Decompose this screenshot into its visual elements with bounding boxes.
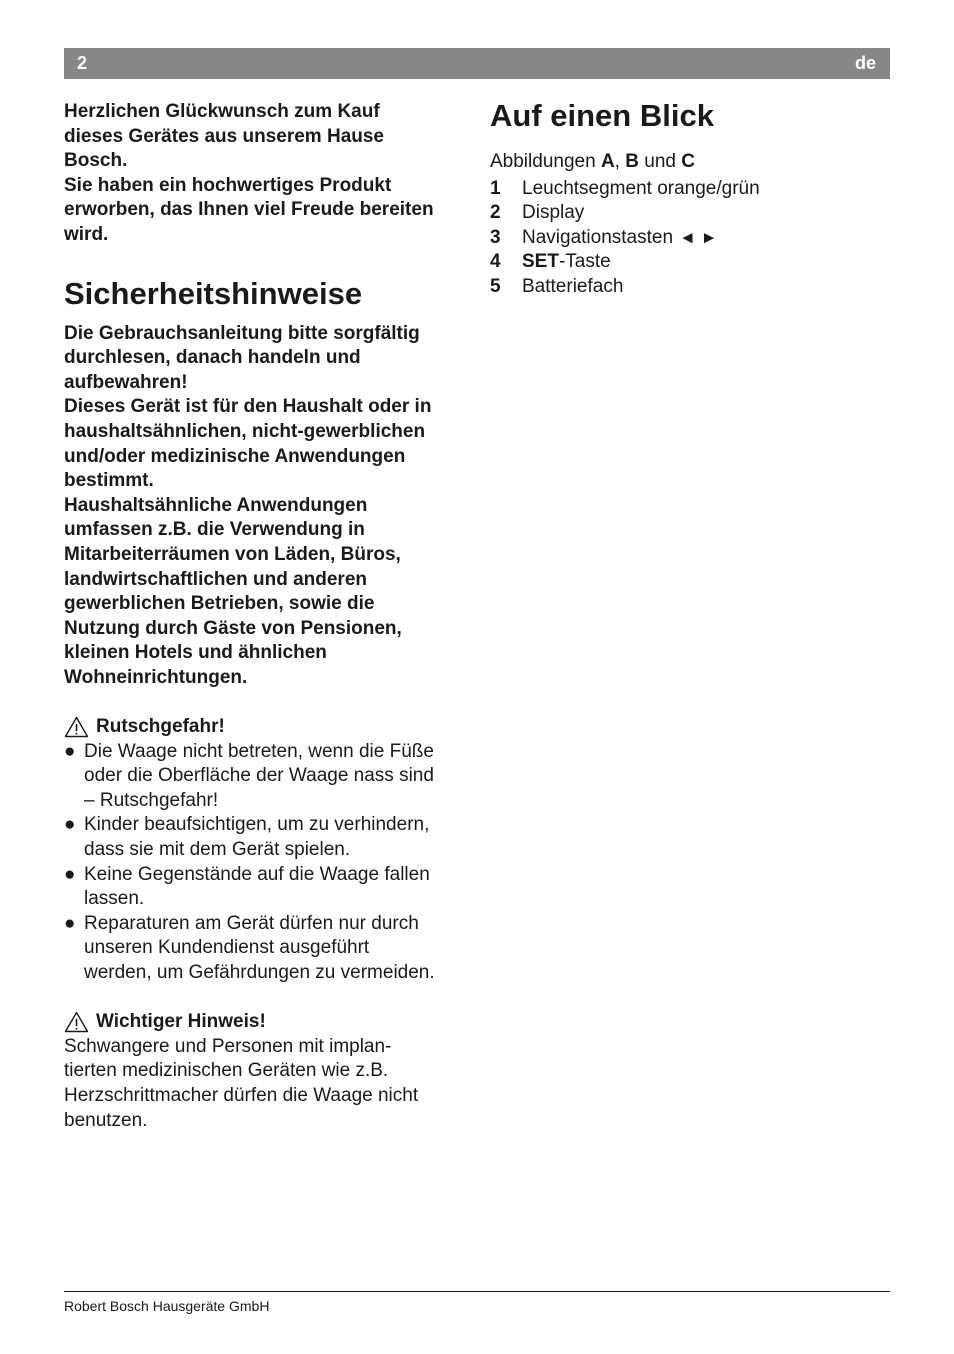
intro-line: erworben, das Ihnen viel Freude bereiten — [64, 199, 434, 221]
safety-line: Die Gebrauchsanleitung bitte sorgfältig — [64, 322, 420, 344]
overview-heading: Auf einen Blick — [490, 98, 714, 133]
list-item — [64, 740, 469, 814]
part-number: 4 — [490, 251, 501, 273]
intro-line: Herzlichen Glückwunsch zum Kauf — [64, 101, 380, 122]
part-item — [490, 275, 890, 300]
safety-line: Mitarbeiterräumen von Läden, Büros, — [64, 543, 401, 565]
part-label: Leuchtsegment orange/grün — [522, 177, 760, 199]
note-line: Herzschrittmacher dürfen die Waage nicht — [64, 1084, 419, 1106]
figure-c-label: C — [681, 151, 695, 172]
slip-warning-list — [64, 740, 469, 986]
bullet-icon: ● — [64, 740, 76, 762]
bullet-icon: ● — [64, 814, 76, 836]
warning-triangle-icon — [64, 1011, 89, 1033]
intro-line: Bosch. — [64, 150, 128, 172]
part-item — [490, 177, 890, 202]
safety-line: durchlesen, danach handeln und — [64, 347, 361, 369]
list-item — [64, 863, 469, 912]
list-item-line: dass sie mit dem Gerät spielen. — [84, 839, 351, 861]
figure-separator: , — [614, 151, 620, 172]
part-number: 1 — [490, 177, 501, 199]
note-line: benutzen. — [64, 1109, 148, 1131]
warning-triangle-icon — [64, 716, 89, 738]
part-number: 2 — [490, 202, 501, 224]
list-item-line: lassen. — [84, 888, 145, 910]
list-item-line: Keine Gegenstände auf die Waage fallen — [84, 863, 430, 885]
part-number: 3 — [490, 226, 501, 248]
intro-text — [64, 100, 469, 248]
safety-line: haushaltsähnlichen, nicht-gewerblichen — [64, 420, 426, 442]
list-item-line: – Rutschgefahr! — [84, 789, 219, 811]
part-item — [490, 226, 890, 251]
left-column — [64, 100, 469, 1133]
slip-warning-title: Rutschgefahr! — [96, 716, 225, 738]
list-item-line: Reparaturen am Gerät dürfen nur durch — [84, 912, 419, 934]
safety-line: umfassen z.B. die Verwendung in — [64, 519, 365, 541]
page-header-bar — [64, 48, 890, 79]
safety-line: kleinen Hotels und ähnlichen — [64, 642, 327, 664]
safety-line: bestimmt. — [64, 470, 154, 492]
bullet-icon: ● — [64, 912, 76, 934]
safety-line: Haushaltsähnliche Anwendungen — [64, 494, 368, 516]
intro-line: wird. — [64, 223, 109, 245]
navigation-arrows-icon: ◄ ► — [679, 227, 718, 247]
note-line: Schwangere und Personen mit implan- — [64, 1035, 392, 1057]
bullet-icon: ● — [64, 863, 76, 885]
safety-line: Dieses Gerät ist für den Haushalt oder in — [64, 396, 432, 418]
safety-line: gewerblichen Betrieben, sowie die — [64, 593, 375, 615]
important-note-title: Wichtiger Hinweis! — [96, 1011, 266, 1033]
list-item-line: Kinder beaufsichtigen, um zu verhindern, — [84, 814, 430, 836]
parts-list — [490, 177, 890, 300]
figures-prefix: Abbildungen — [490, 151, 596, 172]
right-column — [490, 97, 890, 300]
important-note-text — [64, 1035, 469, 1133]
list-item-line: werden, um Gefährdungen zu vermeiden. — [84, 962, 435, 983]
safety-text — [64, 322, 469, 691]
intro-line: dieses Gerätes aus unserem Hause — [64, 125, 385, 147]
figure-b-label: B — [625, 151, 639, 172]
part-item — [490, 250, 890, 275]
safety-line: landwirtschaftlichen und anderen — [64, 568, 367, 590]
language-code: de — [854, 53, 876, 73]
list-item-line: Die Waage nicht betreten, wenn die Füße — [84, 740, 434, 762]
part-number: 5 — [490, 275, 501, 297]
list-item-line: oder die Oberfläche der Waage nass sind — [84, 765, 434, 787]
part-label — [522, 250, 611, 275]
part-label: Batteriefach — [522, 275, 624, 297]
safety-line: Nutzung durch Gäste von Pensionen, — [64, 617, 402, 639]
part-label-bold: SET — [522, 251, 559, 273]
safety-line: aufbewahren! — [64, 371, 188, 393]
and-word: und — [644, 151, 676, 172]
intro-line: Sie haben ein hochwertiges Produkt — [64, 174, 392, 196]
part-label-rest: -Taste — [558, 251, 611, 273]
figures-line — [490, 150, 890, 175]
list-item-line: unseren Kundendienst ausgeführt — [84, 937, 370, 959]
safety-line: und/oder medizinische Anwendungen — [64, 445, 406, 467]
note-line: tierten medizinischen Geräten wie z.B. — [64, 1060, 389, 1082]
part-label: Navigationstasten — [522, 226, 674, 248]
safety-line: Wohneinrichtungen. — [64, 666, 248, 688]
important-note-heading — [64, 1010, 469, 1035]
page-number: 2 — [77, 53, 88, 73]
part-item — [490, 201, 890, 226]
list-item — [64, 813, 469, 862]
footer-company: Robert Bosch Hausgeräte GmbH — [64, 1298, 270, 1314]
part-label: Display — [522, 202, 585, 224]
list-item — [64, 912, 469, 986]
figure-a-label: A — [600, 151, 615, 172]
footer-divider — [64, 1291, 890, 1292]
slip-warning-heading — [64, 715, 469, 740]
safety-heading: Sicherheitshinweise — [64, 275, 363, 311]
